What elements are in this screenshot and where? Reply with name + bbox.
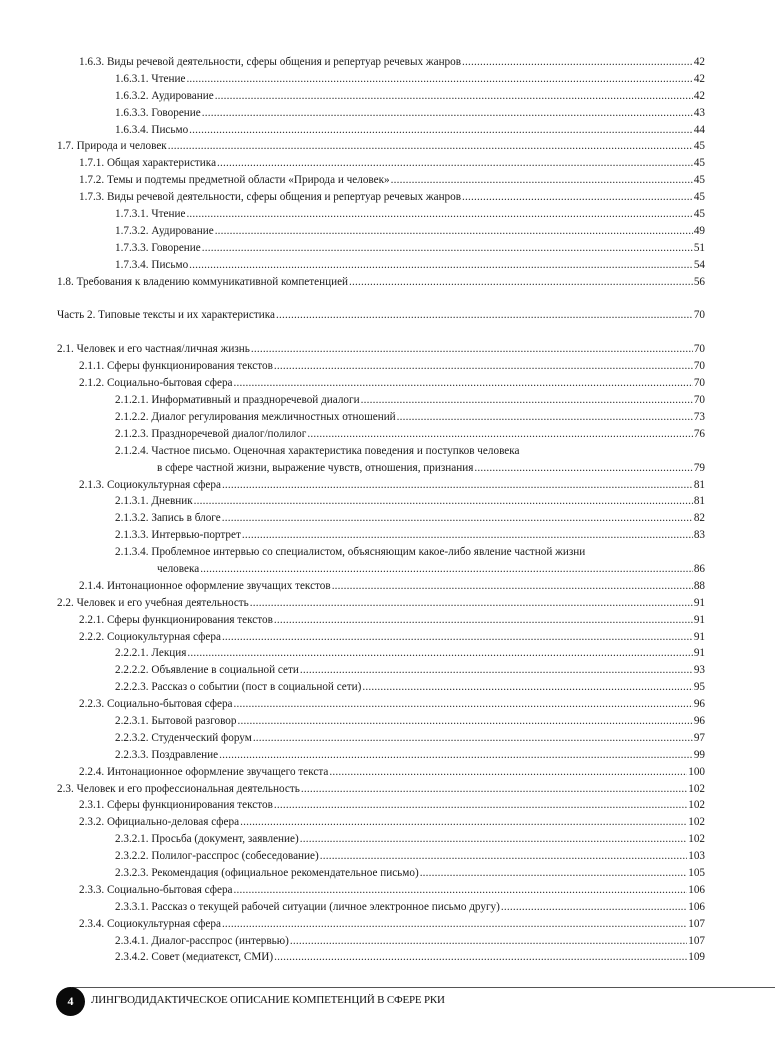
- toc-entry-title: 1.7.1. Общая характеристика: [79, 157, 217, 170]
- toc-entry-page: 107: [688, 917, 705, 930]
- toc-entry[interactable]: [57, 392, 705, 409]
- toc-entry[interactable]: [57, 899, 705, 916]
- toc-entry-title: 1.7.3.2. Аудирование: [115, 224, 214, 237]
- dot-leader: [501, 899, 687, 916]
- toc-entry[interactable]: [57, 138, 705, 155]
- toc-entry-page: 76: [693, 427, 705, 440]
- dot-leader: [462, 189, 693, 206]
- toc-entry[interactable]: [57, 341, 705, 358]
- toc-entry-title: 2.3.4. Социокультурная сфера: [79, 917, 221, 930]
- toc-entry-page: 70: [693, 343, 705, 356]
- toc-group-part1: [57, 54, 705, 290]
- toc-entry-title: Часть 2. Типовые тексты и их характеристика: [57, 309, 275, 322]
- toc-entry-page: 70: [693, 394, 705, 407]
- toc-entry-title: 2.1.1. Сферы функционирования текстов: [79, 360, 273, 373]
- dot-leader: [290, 933, 687, 950]
- toc-entry-title: 2.2.3.3. Поздравление: [115, 748, 219, 761]
- dot-leader: [186, 206, 692, 223]
- dot-leader: [300, 831, 688, 848]
- toc-entry[interactable]: [57, 612, 705, 629]
- toc-entry-page: 49: [693, 224, 705, 237]
- toc-entry-title: 1.7. Природа и человек: [57, 140, 167, 153]
- toc-entry[interactable]: [57, 155, 705, 172]
- dot-leader: [238, 713, 693, 730]
- dot-leader: [361, 392, 693, 409]
- dot-leader: [397, 409, 693, 426]
- toc-entry[interactable]: [57, 916, 705, 933]
- toc-entry-title: 2.1.4. Интонационное оформление звучащих текстов: [79, 579, 331, 592]
- toc-part-heading[interactable]: [57, 307, 705, 324]
- toc-entry-title-continued: человека: [157, 562, 200, 575]
- toc-entry-title: 1.6.3.4. Письмо: [115, 123, 189, 136]
- dot-leader: [222, 510, 693, 527]
- toc-entry-page: 42: [693, 72, 705, 85]
- toc-entry[interactable]: [57, 122, 705, 139]
- toc-entry-title: 2.3.2.1. Просьба (документ, заявление): [115, 833, 299, 846]
- toc-entry-page: 45: [693, 140, 705, 153]
- toc-entry-page: 106: [688, 900, 705, 913]
- toc-group-2-1: [57, 341, 705, 442]
- toc-entry[interactable]: [57, 797, 705, 814]
- toc-entry-page: 81: [693, 478, 705, 491]
- dot-leader: [234, 882, 688, 899]
- toc-entry-title: 1.7.2. Темы и подтемы предметной области «Природа и человек»: [79, 174, 390, 187]
- toc-entry-title: 2.2.1. Сферы функционирования текстов: [79, 613, 273, 626]
- dot-leader: [250, 595, 693, 612]
- toc-entry[interactable]: [57, 781, 705, 798]
- dot-leader: [215, 223, 693, 240]
- toc-entry-page: 95: [693, 681, 705, 694]
- toc-entry-title: 2.2. Человек и его учебная деятельность: [57, 596, 249, 609]
- toc-entry-page: 103: [688, 850, 705, 863]
- toc-entry-page: 96: [693, 714, 705, 727]
- toc-entry-title: 2.1.2.3. Праздноречевой диалог/полилог: [115, 427, 307, 440]
- toc-entry-title: 2.3.3.1. Рассказ о текущей рабочей ситуации (личное электронное письмо другу): [115, 900, 500, 913]
- toc-entry[interactable]: [57, 358, 705, 375]
- toc-entry-title: 1.6.3.3. Говорение: [115, 106, 201, 119]
- toc-entry[interactable]: [57, 375, 705, 392]
- dot-leader: [202, 240, 693, 257]
- toc-entry-page: 105: [688, 867, 705, 879]
- toc-entry-title: 2.3.2.3. Рекомендация (официальное рекомендательное письмо): [115, 867, 419, 879]
- dot-leader: [332, 578, 693, 595]
- toc-entry-title: 2.2.2.3. Рассказ о событии (пост в социальной сети): [115, 681, 362, 694]
- dot-leader: [217, 155, 693, 172]
- toc-entry-title: 2.2.2.2. Объявление в социальной сети: [115, 664, 299, 677]
- toc-entry-page: 81: [693, 495, 705, 508]
- toc-entry[interactable]: [57, 257, 705, 274]
- toc-entry[interactable]: [57, 71, 705, 88]
- toc-entry[interactable]: [57, 578, 705, 595]
- toc-entry[interactable]: [57, 409, 705, 426]
- toc-entry-title: 2.2.2.1. Лекция: [115, 647, 187, 660]
- toc-entry-page: 83: [693, 529, 705, 542]
- toc-entry-title: 2.2.2. Социокультурная сфера: [79, 630, 221, 643]
- toc-entry-page: 102: [688, 816, 705, 829]
- dot-leader: [222, 629, 693, 646]
- toc-entry-page: 91: [693, 630, 705, 643]
- running-title: ЛИНГВОДИДАКТИЧЕСКОЕ ОПИСАНИЕ КОМПЕТЕНЦИЙ В СФЕРЕ РКИ: [91, 994, 445, 1006]
- toc-entry-page: 96: [693, 698, 705, 711]
- toc-entry[interactable]: [57, 426, 705, 443]
- toc-entry-page: 107: [688, 934, 705, 947]
- toc-entry-title: 1.6.3.2. Аудирование: [115, 89, 214, 102]
- toc-entry[interactable]: [57, 696, 705, 713]
- toc-entry[interactable]: [57, 645, 705, 662]
- toc-entry-title: 2.1. Человек и его частная/личная жизнь: [57, 343, 250, 356]
- toc-entry[interactable]: [57, 510, 705, 527]
- toc-entry-page: 100: [688, 765, 705, 778]
- toc-entry[interactable]: [57, 493, 705, 510]
- dot-leader: [202, 105, 693, 122]
- spacer: [57, 324, 705, 341]
- toc-entry[interactable]: [57, 240, 705, 257]
- toc-entry-title: 2.1.2.2. Диалог регулирования межличностных отношений: [115, 410, 396, 423]
- dot-leader: [274, 612, 693, 629]
- toc-entry-title: 2.2.3.1. Бытовой разговор: [115, 714, 237, 727]
- toc-entry-page: 102: [688, 799, 705, 812]
- dot-leader: [215, 88, 693, 105]
- toc-entry-page: 45: [693, 174, 705, 187]
- toc-entry-title: 2.2.3. Социально-бытовая сфера: [79, 698, 233, 711]
- toc-entry-title: 1.6.3.1. Чтение: [115, 72, 186, 85]
- footer-rule: [72, 987, 775, 988]
- toc-entry[interactable]: [57, 730, 705, 747]
- dot-leader: [462, 54, 693, 71]
- dot-leader: [222, 477, 693, 494]
- toc-entry[interactable]: [57, 865, 705, 882]
- toc-entry[interactable]: [57, 105, 705, 122]
- dot-leader: [274, 797, 687, 814]
- toc-entry-multiline[interactable]: [57, 443, 705, 477]
- dot-leader: [276, 307, 693, 324]
- toc-entry-title: 2.2.4. Интонационное оформление звучащего текста: [79, 765, 329, 778]
- toc-entry[interactable]: [57, 814, 705, 831]
- toc-entry-title-continued: в сфере частной жизни, выражение чувств, отношения, признания: [157, 461, 474, 474]
- toc-entry-title: 1.7.3.3. Говорение: [115, 241, 201, 254]
- toc-entry[interactable]: [57, 848, 705, 865]
- dot-leader: [349, 274, 693, 291]
- toc-entry[interactable]: [57, 662, 705, 679]
- toc-entry-page: 109: [688, 951, 705, 964]
- toc-entry[interactable]: [57, 223, 705, 240]
- toc-entry-title: 2.3. Человек и его профессиональная деятельность: [57, 782, 300, 795]
- toc-entry-title: 1.7.3.1. Чтение: [115, 208, 186, 221]
- toc-entry[interactable]: [57, 88, 705, 105]
- toc-entry[interactable]: [57, 747, 705, 764]
- toc-entry-title: 1.8. Требования к владению коммуникативной компетенцией: [57, 275, 349, 288]
- dot-leader: [186, 71, 692, 88]
- dot-leader: [307, 426, 692, 443]
- toc-entry[interactable]: [57, 54, 705, 71]
- toc-entry[interactable]: [57, 713, 705, 730]
- table-of-contents: [57, 54, 705, 966]
- toc-entry-page: 70: [693, 309, 705, 322]
- toc-entry-title: 2.1.2. Социально-бытовая сфера: [79, 377, 233, 390]
- toc-entry-title: 1.7.3.4. Письмо: [115, 258, 189, 271]
- toc-entry-title: 2.3.3. Социально-бытовая сфера: [79, 883, 233, 896]
- toc-entry-page: 102: [688, 833, 705, 846]
- toc-entry-title: 2.3.2.2. Полилог-расспрос (собеседование): [115, 850, 319, 863]
- toc-entry-page: 82: [693, 512, 705, 525]
- toc-entry-page: 86: [693, 562, 705, 575]
- toc-entry-page: 91: [693, 613, 705, 626]
- toc-entry-multiline[interactable]: [57, 544, 705, 578]
- toc-entry-title: 1.7.3. Виды речевой деятельности, сферы общения и репертуар речевых жанров: [79, 191, 462, 204]
- toc-entry-page: 88: [693, 579, 705, 592]
- dot-leader: [189, 257, 693, 274]
- toc-entry-page: 45: [693, 208, 705, 221]
- dot-leader: [187, 645, 692, 662]
- toc-entry-page: 43: [693, 106, 705, 119]
- toc-entry-title: 2.1.3.2. Запись в блоге: [115, 512, 221, 525]
- toc-entry-title: 2.1.2.4. Частное письмо. Оценочная характеристика поведения и поступков человека: [115, 444, 520, 457]
- toc-entry-page: 99: [693, 748, 705, 761]
- dot-leader: [329, 764, 687, 781]
- toc-entry[interactable]: [57, 189, 705, 206]
- spacer: [57, 290, 705, 307]
- toc-entry-title: 2.3.4.2. Совет (медиатекст, СМИ): [115, 951, 274, 964]
- toc-entry-page: 102: [688, 782, 705, 795]
- toc-entry-title: 1.6.3. Виды речевой деятельности, сферы общения и репертуар речевых жанров: [79, 56, 462, 68]
- toc-entry-page: 70: [693, 377, 705, 390]
- toc-entry-page: 51: [693, 241, 705, 254]
- dot-leader: [194, 493, 693, 510]
- toc-entry-title: 2.1.3.3. Интервью-портрет: [115, 529, 241, 542]
- dot-leader: [234, 696, 693, 713]
- toc-entry-title: 2.1.3.4. Проблемное интервью со специалистом, объясняющим какое-либо явление частной жизни: [115, 546, 586, 559]
- toc-entry-title: 2.3.1. Сферы функционирования текстов: [79, 799, 273, 812]
- dot-leader: [219, 747, 693, 764]
- dot-leader: [274, 358, 693, 375]
- toc-group-2-1-3: [57, 477, 705, 545]
- toc-entry-title: 2.1.2.1. Информативный и праздноречевой диалоги: [115, 394, 360, 407]
- toc-entry-title: 2.3.4.1. Диалог-расспрос (интервью): [115, 934, 289, 947]
- dot-leader: [420, 865, 688, 882]
- dot-leader: [474, 460, 692, 477]
- toc-entry-page: 42: [693, 56, 705, 68]
- toc-entry-page: 79: [693, 461, 705, 474]
- dot-leader: [240, 814, 687, 831]
- dot-leader: [300, 662, 693, 679]
- toc-entry[interactable]: [57, 949, 705, 966]
- toc-entry[interactable]: [57, 831, 705, 848]
- toc-entry[interactable]: [57, 477, 705, 494]
- toc-entry-title: 2.3.2. Официально-деловая сфера: [79, 816, 240, 829]
- toc-entry[interactable]: [57, 764, 705, 781]
- toc-entry-page: 56: [693, 275, 705, 288]
- toc-entry-page: 91: [693, 596, 705, 609]
- toc-entry[interactable]: [57, 274, 705, 291]
- dot-leader: [253, 730, 693, 747]
- dot-leader: [222, 916, 687, 933]
- dot-leader: [234, 375, 693, 392]
- toc-entry-page: 45: [693, 157, 705, 170]
- dot-leader: [320, 848, 688, 865]
- toc-entry-page: 42: [693, 89, 705, 102]
- toc-entry-page: 73: [693, 410, 705, 423]
- toc-entry[interactable]: [57, 679, 705, 696]
- toc-entry-title: 2.1.3. Социокультурная сфера: [79, 478, 221, 491]
- toc-entry-page: 44: [693, 123, 705, 136]
- toc-entry-title: 2.1.3.1. Дневник: [115, 495, 193, 508]
- toc-entry-page: 54: [693, 258, 705, 271]
- toc-entry-page: 106: [688, 883, 705, 896]
- dot-leader: [189, 122, 693, 139]
- toc-entry[interactable]: [57, 172, 705, 189]
- dot-leader: [242, 527, 693, 544]
- toc-group-rest: [57, 578, 705, 966]
- dot-leader: [200, 561, 693, 578]
- dot-leader: [168, 138, 693, 155]
- dot-leader: [362, 679, 692, 696]
- toc-entry[interactable]: [57, 882, 705, 899]
- toc-entry-title: 2.2.3.2. Студенческий форум: [115, 731, 252, 744]
- dot-leader: [391, 172, 693, 189]
- toc-entry-page: 97: [693, 731, 705, 744]
- toc-entry[interactable]: [57, 527, 705, 544]
- dot-leader: [251, 341, 693, 358]
- toc-entry[interactable]: [57, 595, 705, 612]
- dot-leader: [274, 949, 687, 966]
- toc-entry-page: 70: [693, 360, 705, 373]
- toc-entry[interactable]: [57, 933, 705, 950]
- toc-entry[interactable]: [57, 629, 705, 646]
- toc-entry-page: 93: [693, 664, 705, 677]
- page-number-badge: 4: [56, 987, 85, 1016]
- toc-entry[interactable]: [57, 206, 705, 223]
- toc-entry-page: 91: [693, 647, 705, 660]
- toc-entry-page: 45: [693, 191, 705, 204]
- dot-leader: [301, 781, 687, 798]
